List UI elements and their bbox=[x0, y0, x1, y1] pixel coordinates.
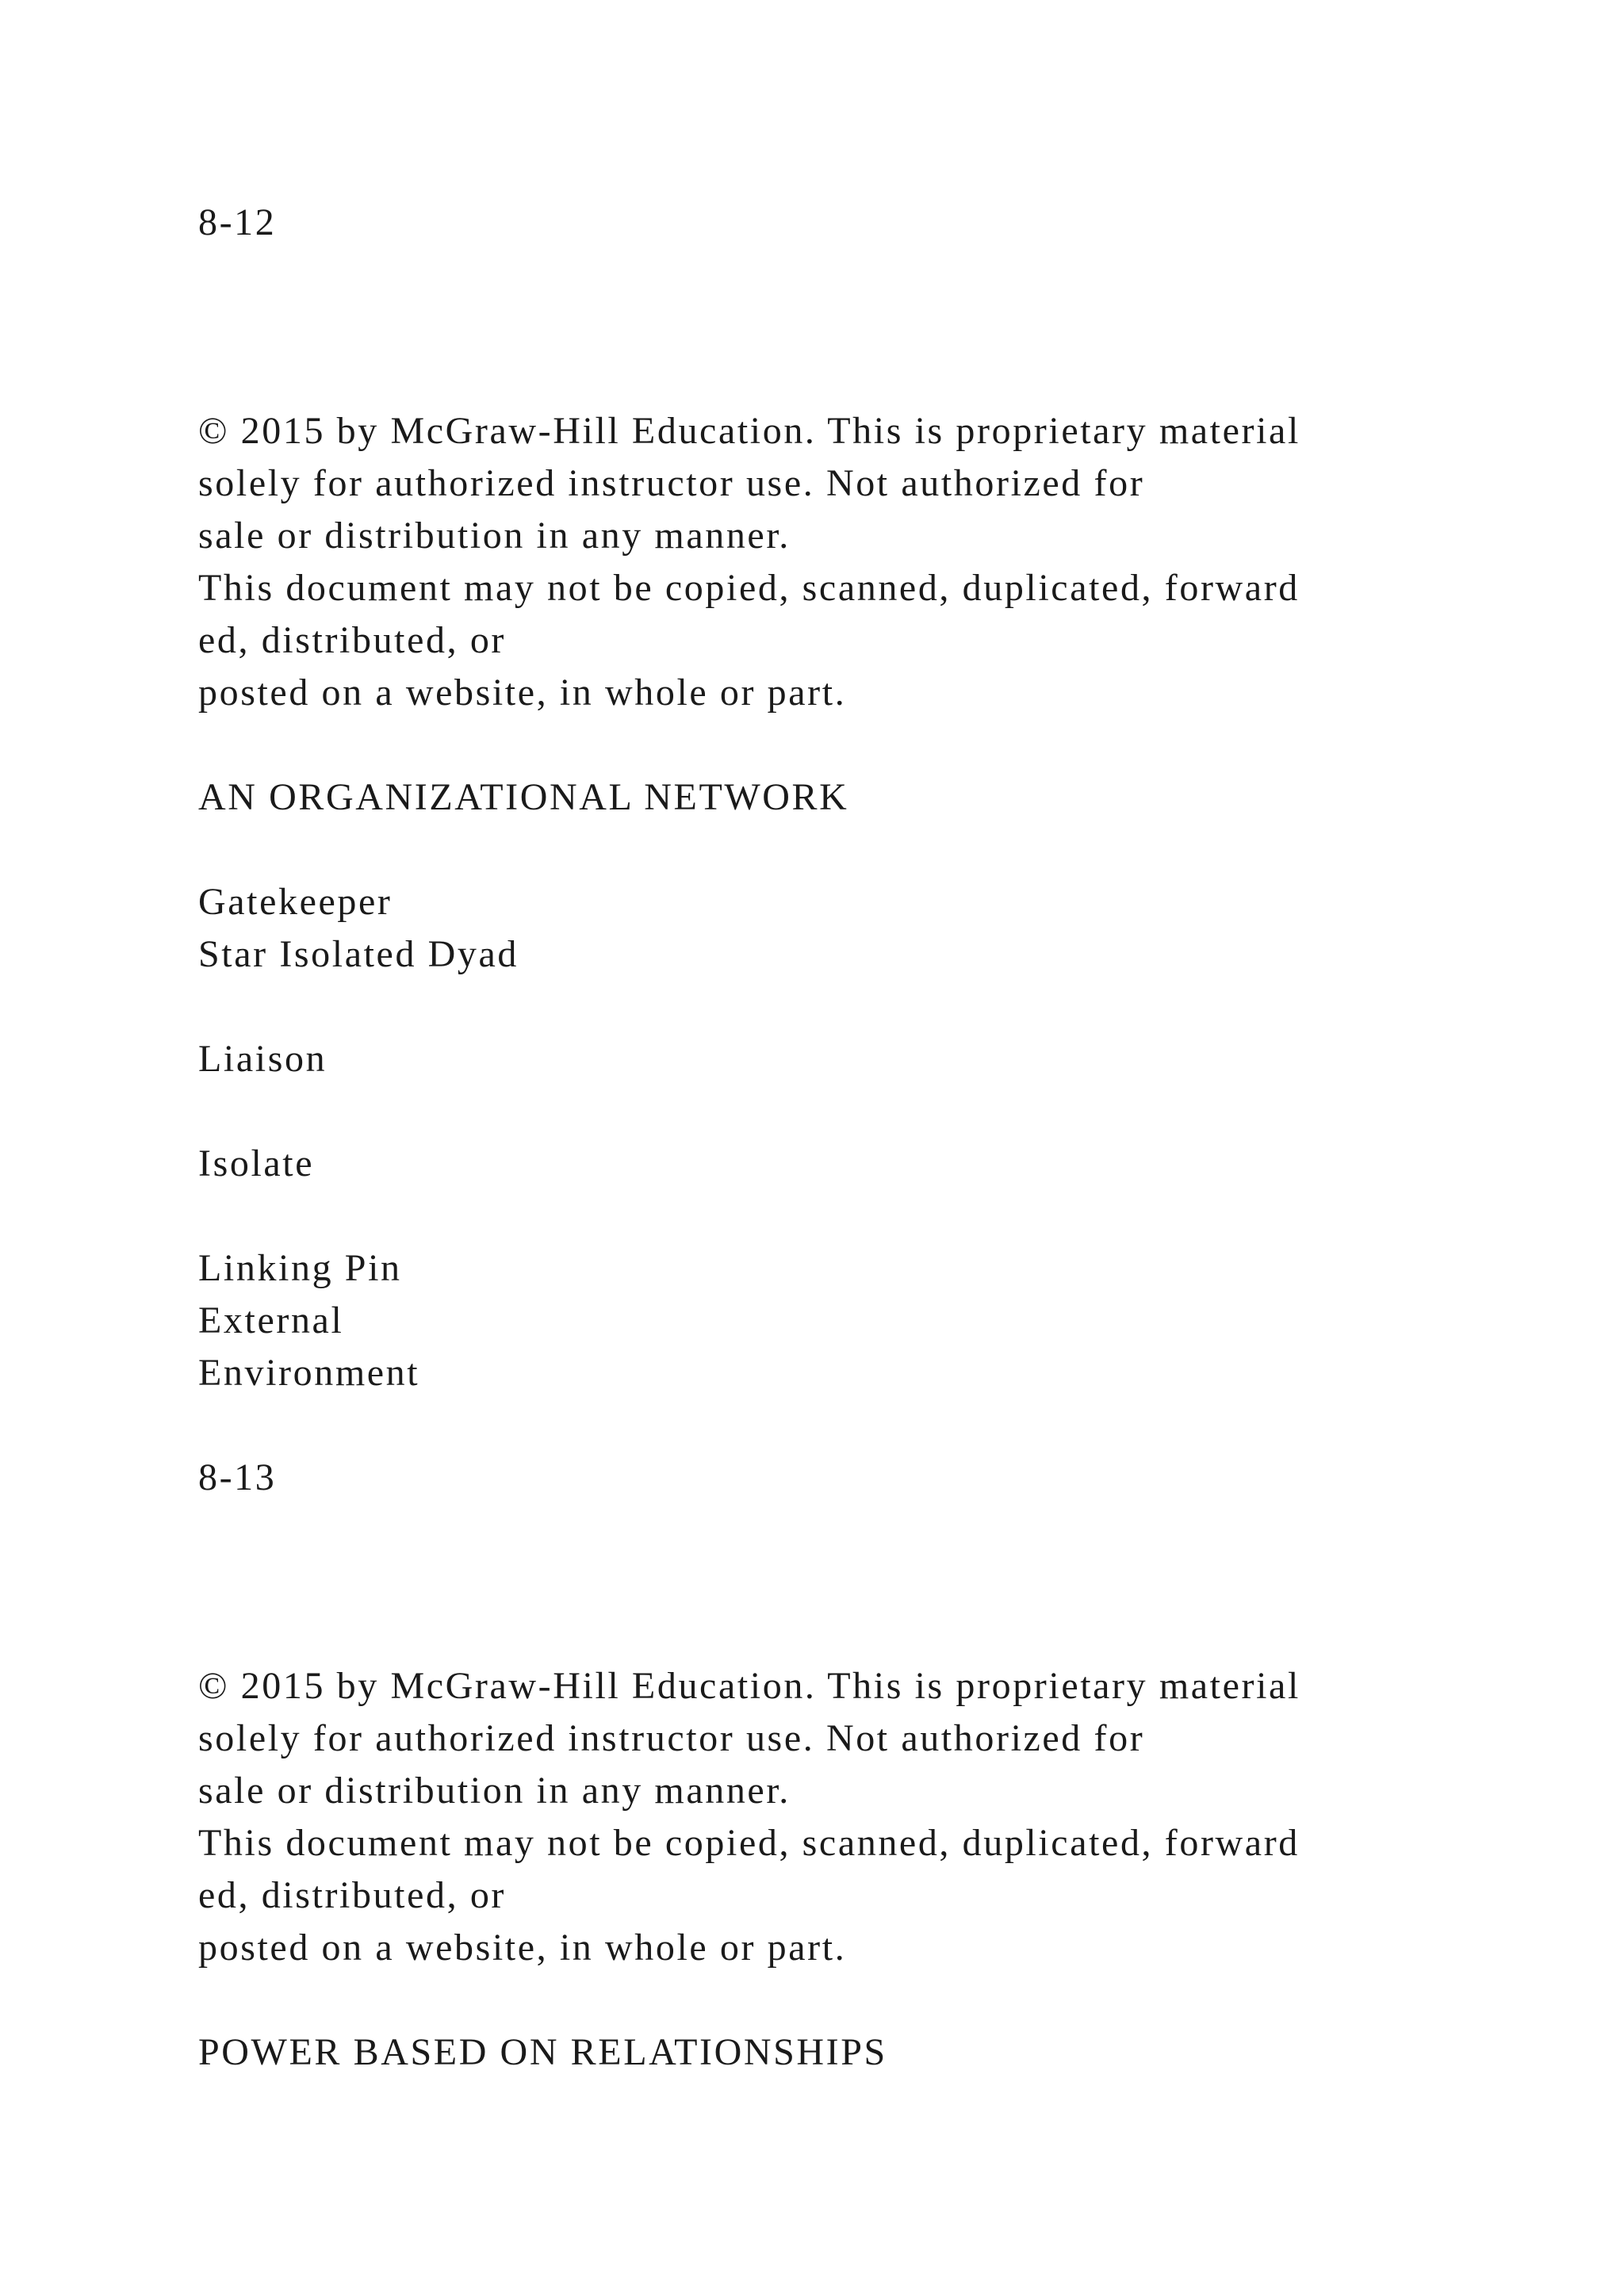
copyright-line: © 2015 by McGraw-Hill Education. This is proprietary material bbox=[198, 1665, 1300, 1707]
slide-title: AN ORGANIZATIONAL NETWORK bbox=[198, 776, 849, 818]
copyright-line: sale or distribution in any manner. bbox=[198, 1770, 791, 1812]
slide-title: POWER BASED ON RELATIONSHIPS bbox=[198, 2031, 887, 2073]
label-isolate: Isolate bbox=[198, 1142, 315, 1184]
page-number: 8-12 bbox=[198, 201, 277, 243]
label-liaison: Liaison bbox=[198, 1038, 327, 1080]
label-environment: Environment bbox=[198, 1352, 420, 1394]
copyright-line: This document may not be copied, scanned, duplicated, forward bbox=[198, 1822, 1300, 1864]
copyright-line: ed, distributed, or bbox=[198, 619, 507, 661]
label-gatekeeper: Gatekeeper bbox=[198, 881, 393, 923]
copyright-line: ed, distributed, or bbox=[198, 1874, 507, 1916]
copyright-line: This document may not be copied, scanned, duplicated, forward bbox=[198, 567, 1300, 609]
label-linking-pin: Linking Pin bbox=[198, 1247, 402, 1289]
label-star-isolated-dyad: Star Isolated Dyad bbox=[198, 933, 519, 975]
copyright-line: sale or distribution in any manner. bbox=[198, 515, 791, 557]
copyright-line: solely for authorized instructor use. Not authorized for bbox=[198, 462, 1145, 504]
copyright-line: © 2015 by McGraw-Hill Education. This is proprietary material bbox=[198, 410, 1300, 452]
copyright-line: solely for authorized instructor use. Not authorized for bbox=[198, 1717, 1145, 1759]
copyright-line: posted on a website, in whole or part. bbox=[198, 1927, 847, 1969]
label-external: External bbox=[198, 1299, 344, 1341]
copyright-line: posted on a website, in whole or part. bbox=[198, 672, 847, 714]
page-number: 8-13 bbox=[198, 1456, 277, 1498]
